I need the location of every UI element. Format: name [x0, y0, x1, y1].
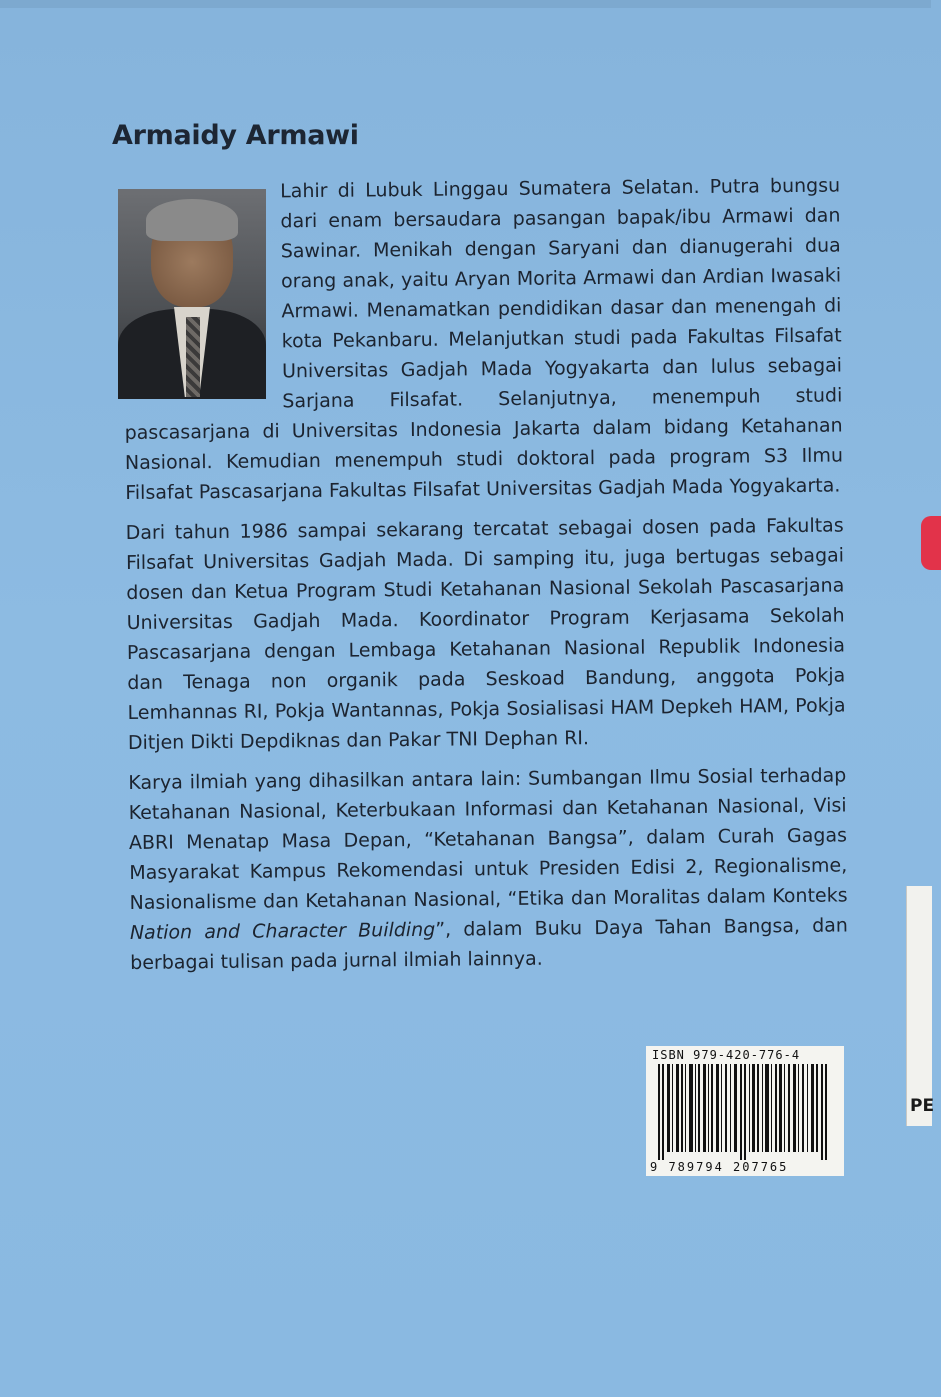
barcode-digits: 9 789794 207765 [650, 1160, 789, 1174]
barcode-bars [654, 1064, 836, 1160]
author-name: Armaidy Armawi [112, 120, 359, 151]
bio-paragraph-3-end: ”, dalam Buku Daya Tahan Bangsa, dan berbagai tulisan pada jurnal ilmiah lainnya. [130, 914, 848, 974]
bio-paragraph-2: Dari tahun 1986 sampai sekarang tercatat sebagai dosen pada Fakultas Filsafat Universitas Gadjah Mada. Di samping itu, juga bertugas sebagai dosen dan Ketua Program Studi Ketahanan Nasional Sekolah Pascasarjana Universitas Gadjah Mada. Koordinator Program Kerjasama Sekolah Pascasarjana dengan Lembaga Ketahanan Nasional Republik Indonesia dan Tenaga non organik pada Seskoad Bandung, anggota Pokja Lemhannas RI, Pokja Wantannas, Pokja Sosialisasi HAM Depkeh HAM, Pokja Ditjen Dikti Depdiknas dan Pakar TNI Dephan RI. [125, 514, 846, 754]
isbn-label: ISBN 979-420-776-4 [652, 1048, 801, 1062]
bio-book-title: Nation and Character Building [129, 918, 436, 944]
photo-spacer [122, 176, 283, 418]
red-tab-marker [921, 516, 941, 570]
isbn-barcode [646, 1046, 844, 1176]
side-sticker [906, 886, 935, 1126]
author-biography [122, 170, 848, 987]
bio-paragraph-3-start: Karya ilmiah yang dihasilkan antara lain: Sumbangan Ilmu Sosial terhadap Ketahanan Nasional, Keterbukaan Informasi dan Ketahanan Nasional, Visi ABRI Menatap Masa Depan, “Ketahanan Bangsa”, dalam Curah Gagas Masyarakat Kampus Rekomendasi untuk Presiden Edisi 2, Regionalisme, Nasionalisme dan Ketahanan Nasional, “Etika dan Moralitas dalam Konteks [128, 764, 848, 914]
bio-paragraph-3 [128, 760, 848, 978]
top-edge [0, 0, 931, 8]
side-sticker-label: PE [910, 1096, 935, 1116]
bio-paragraph-1: Lahir di Lubuk Linggau Sumatera Selatan. Putra bungsu dari enam bersaudara pasangan bapak/ibu Armawi dan Sawinar. Menikah dengan Saryani dan dianugerahi dua orang anak, yaitu Aryan Morita Armawi dan Ardian Iwasaki Armawi. Menamatkan pendidikan dasar dan menengah di kota Pekanbaru. Melanjutkan studi pada Fakultas Filsafat Universitas Gadjah Mada Yogyakarta dan lulus sebagai Sarjana Filsafat. Selanjutnya, menempuh studi pascasarjana di Universitas Indonesia Jakarta dalam bidang Ketahanan Nasional. Kemudian menempuh studi doktoral pada program S3 Ilmu Filsafat Pascasarjana Fakultas Filsafat Universitas Gadjah Mada Yogyakarta. [124, 174, 844, 504]
